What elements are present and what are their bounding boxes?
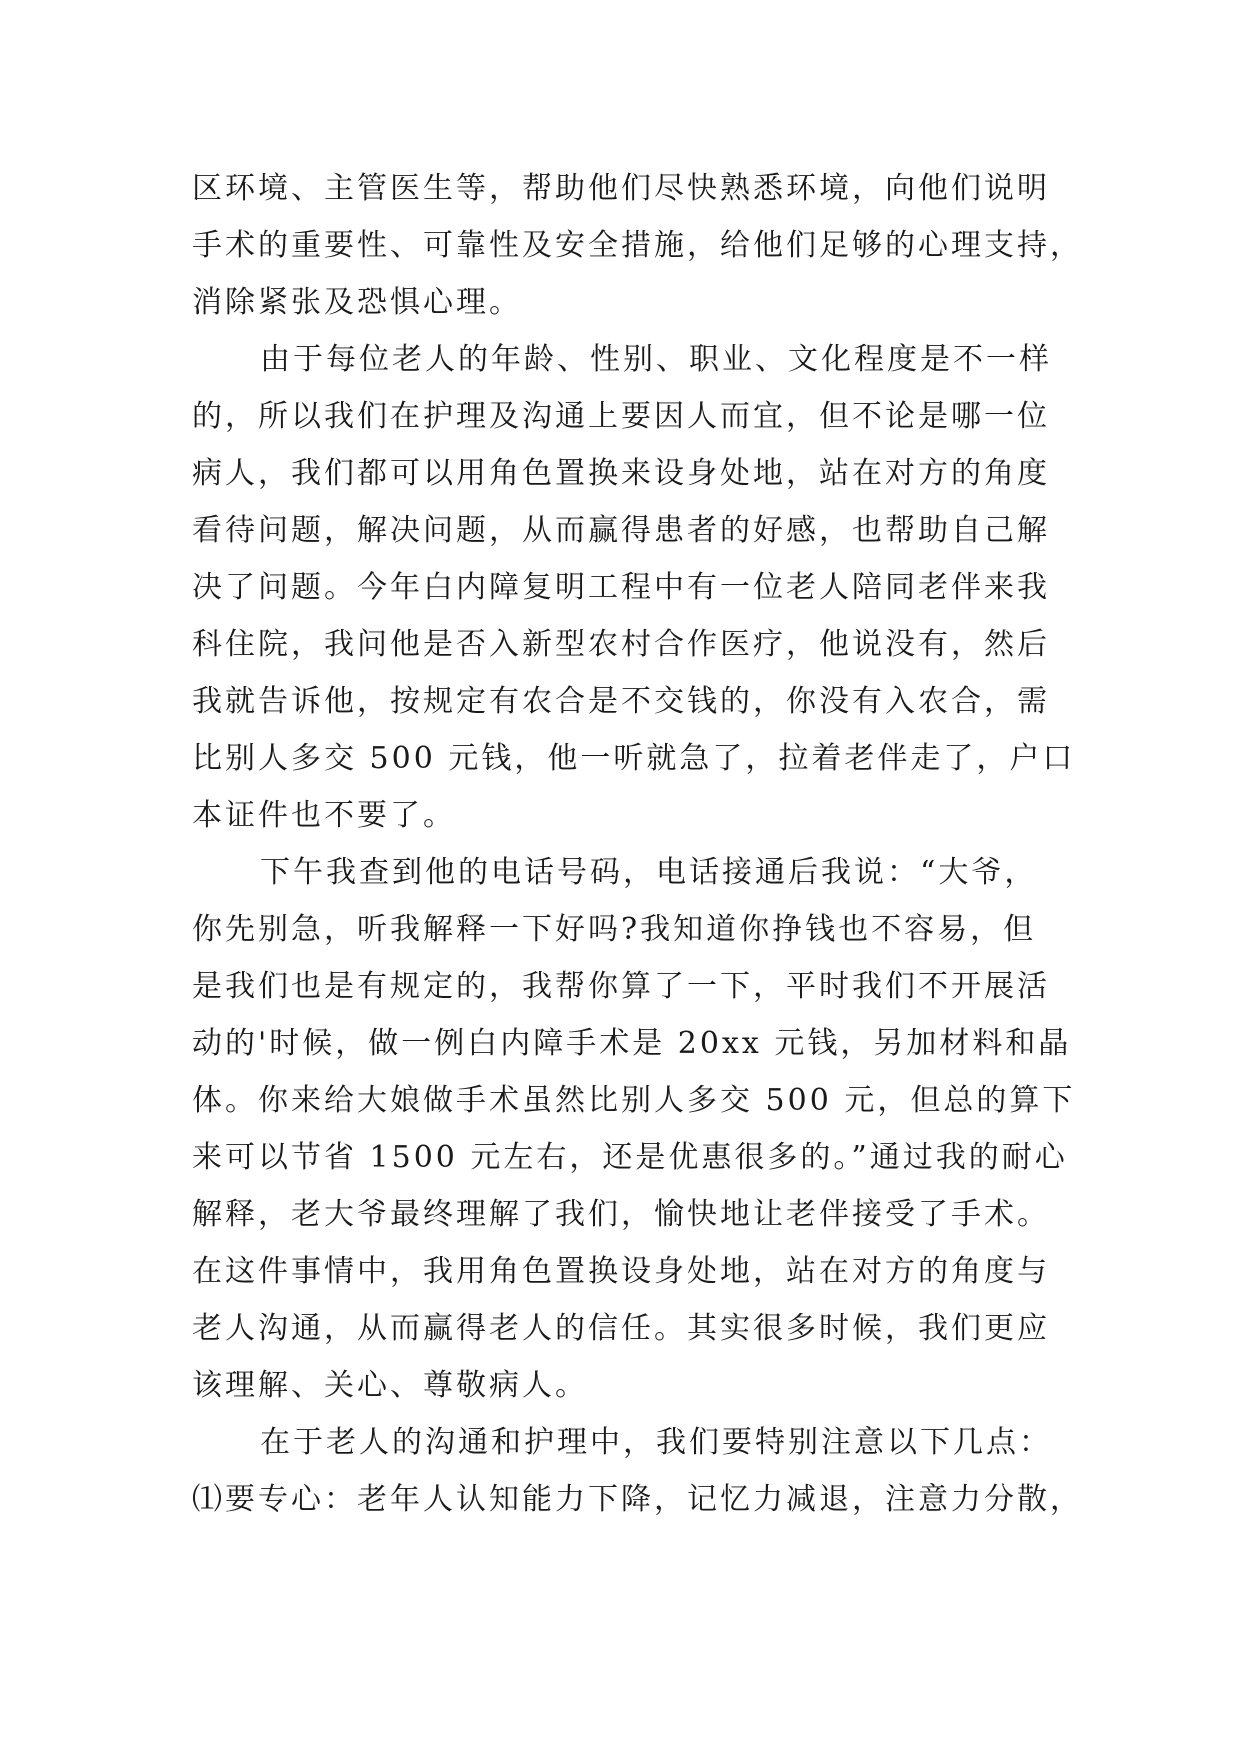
paragraph-1 [192,160,1083,331]
text-line: 病人，我们都可以用角色置换来设身处地，站在对方的角度 [192,456,1050,491]
text-line: 本证件也不要了。 [192,798,456,833]
paragraph-4 [192,1414,1083,1528]
text-line: 消除紧张及恐惧心理。 [192,285,522,320]
text-line: 老人沟通，从而赢得老人的信任。其实很多时候，我们更应 [192,1311,1050,1346]
text-line: 你先别急，听我解释一下好吗?我知道你挣钱也不容易，但 [192,912,1037,947]
text-line: 的，所以我们在护理及沟通上要因人而宜，但不论是哪一位 [192,399,1050,434]
text-line: 解释，老大爷最终理解了我们，愉快地让老伴接受了手术。 [192,1197,1050,1232]
text-line: 在于老人的沟通和护理中，我们要特别注意以下几点： [260,1425,1052,1460]
text-line: 我就告诉他，按规定有农合是不交钱的，你没有入农合，需 [192,684,1050,719]
text-line: 手术的重要性、可靠性及安全措施，给他们足够的心理支持， [192,228,1083,263]
text-line: 决了问题。今年白内障复明工程中有一位老人陪同老伴来我 [192,570,1050,605]
body-text [192,160,1083,1528]
text-line: 是我们也是有规定的，我帮你算了一下，平时我们不开展活 [192,969,1050,1004]
paragraph-3 [192,844,1076,1414]
text-line: 区环境、主管医生等，帮助他们尽快熟悉环境，向他们说明 [192,171,1050,206]
text-line: 科住院，我问他是否入新型农村合作医疗，他说没有，然后 [192,627,1050,662]
text-line: ⑴要专心：老年人认知能力下降，记忆力减退，注意力分散， [192,1482,1083,1517]
text-line: 比别人多交 500 元钱，他一听就急了，拉着老伴走了，户口 [192,741,1076,776]
text-line: 该理解、关心、尊敬病人。 [192,1368,588,1403]
text-line: 体。你来给大娘做手术虽然比别人多交 500 元，但总的算下 [192,1083,1076,1118]
text-line: 来可以节省 1500 元左右，还是优惠很多的。”通过我的耐心 [192,1140,1068,1175]
text-line: 动的'时候，做一例白内障手术是 20xx 元钱，另加材料和晶 [192,1026,1072,1061]
text-line: 看待问题，解决问题，从而赢得患者的好感，也帮助自己解 [192,513,1050,548]
paragraph-2 [192,331,1076,844]
text-line: 下午我查到他的电话号码，电话接通后我说：“大爷， [260,855,1038,890]
text-line: 在这件事情中，我用角色置换设身处地，站在对方的角度与 [192,1254,1050,1289]
text-line: 由于每位老人的年龄、性别、职业、文化程度是不一样 [260,342,1052,377]
